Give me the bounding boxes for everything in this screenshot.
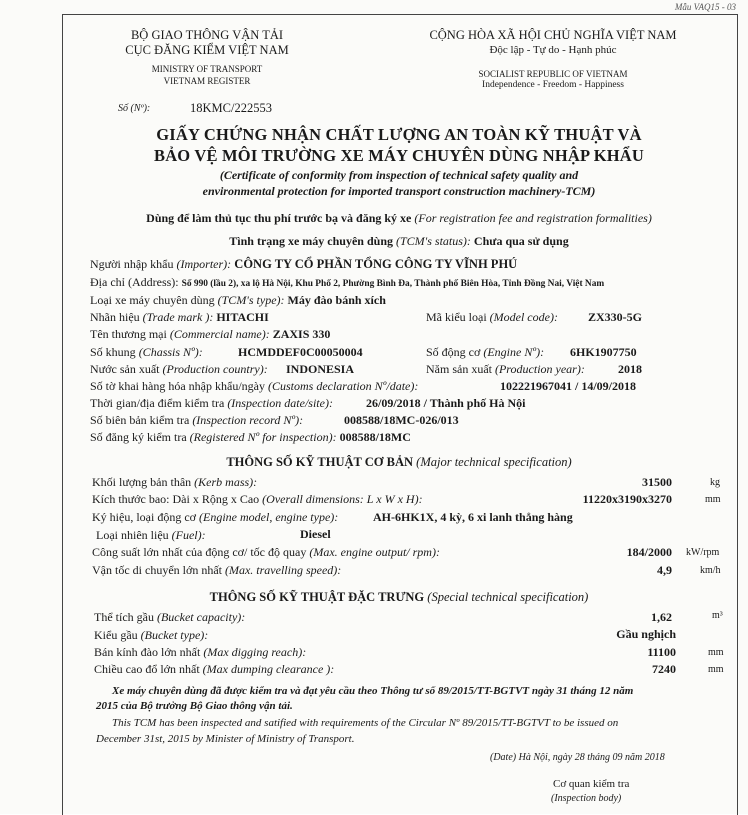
speed-label-en: (Max. travelling speed): bbox=[224, 563, 342, 577]
trade-mark-label: Nhãn hiệu bbox=[90, 310, 143, 324]
special-spec-heading bbox=[62, 590, 736, 605]
commercial-name-row bbox=[90, 327, 330, 342]
status-value: Chưa qua sử dụng bbox=[470, 234, 569, 248]
engine-no-row bbox=[426, 345, 544, 360]
fuel-row bbox=[96, 528, 206, 543]
digging-label-en: (Max digging reach): bbox=[203, 645, 307, 659]
engine-no-label-en: (Engine Nº): bbox=[483, 345, 545, 359]
digging-value: 11100 bbox=[647, 645, 676, 659]
inspection-record-label-en: (Inspection record Nº): bbox=[192, 413, 304, 427]
registered-label-en: (Registered Nº for inspection): bbox=[189, 430, 337, 444]
type-row bbox=[90, 293, 386, 308]
title-en-1: (Certificate of conformity from inspection of technical safety quality and bbox=[219, 168, 579, 182]
bucket-type-label-en: (Bucket type): bbox=[140, 628, 209, 642]
year-value: 2018 bbox=[618, 362, 642, 376]
engine-model-row bbox=[92, 510, 338, 525]
output-row bbox=[92, 545, 440, 560]
year-row bbox=[426, 362, 585, 377]
digging-unit: mm bbox=[708, 647, 724, 658]
number-label: Số (Nº): bbox=[118, 103, 151, 114]
dumping-unit: mm bbox=[708, 664, 724, 675]
commercial-name-label: Tên thương mại bbox=[90, 327, 170, 341]
purpose-line bbox=[62, 211, 736, 226]
title-line-1: GIẤY CHỨNG NHẬN CHẤT LƯỢNG AN TOÀN KỸ THUẬT VÀ bbox=[156, 125, 642, 144]
year-label: Năm sản xuất bbox=[426, 362, 495, 376]
dumping-value: 7240 bbox=[652, 662, 676, 676]
status-line bbox=[62, 234, 736, 249]
trade-mark-value: HITACHI bbox=[213, 310, 269, 324]
purpose-vi: Dùng để làm thủ tục thu phí trước bạ và đăng ký xe bbox=[146, 211, 415, 225]
digging-row bbox=[94, 645, 306, 660]
type-label-en: (TCM's type): bbox=[217, 293, 285, 307]
date-line: (Date) Hà Nội, ngày 28 tháng 09 năm 2018 bbox=[490, 752, 665, 763]
country-row bbox=[90, 362, 268, 377]
importer-label: Người nhập khẩu bbox=[90, 257, 177, 271]
commercial-name-label-en: (Commercial name): bbox=[169, 327, 270, 341]
bucket-type-row bbox=[94, 628, 208, 643]
engine-no-label: Số động cơ bbox=[426, 345, 484, 359]
republic-en: SOCIALIST REPUBLIC OF VIETNAM bbox=[478, 69, 628, 79]
fuel-value: Diesel bbox=[300, 527, 331, 541]
kerb-label-row bbox=[92, 475, 257, 490]
engine-model-label-en: (Engine model, engine type): bbox=[199, 510, 339, 524]
year-label-en: (Production year): bbox=[494, 362, 585, 376]
bucket-capacity-row bbox=[94, 610, 245, 625]
output-unit: kW/rpm bbox=[686, 547, 720, 558]
trade-mark-row bbox=[90, 310, 269, 325]
kerb-unit: kg bbox=[710, 477, 720, 488]
dimensions-label: Kích thước bao: Dài x Rộng x Cao bbox=[92, 492, 263, 506]
customs-row bbox=[90, 379, 418, 394]
customs-value: 102221967041 / 14/09/2018 bbox=[500, 379, 637, 393]
model-code-row bbox=[426, 310, 558, 325]
kerb-value: 31500 bbox=[642, 475, 672, 489]
chassis-value: HCMDDEF0C00050004 bbox=[238, 345, 363, 359]
inspection-date-value: 26/09/2018 / Thành phố Hà Nội bbox=[366, 396, 526, 410]
chassis-label: Số khung bbox=[90, 345, 139, 359]
statement-vi-1: Xe máy chuyên dùng đã được kiểm tra và đạt yêu cầu theo Thông tư số 89/2015/TT-BGTVT ngày 31 tháng 12 năm bbox=[112, 685, 634, 697]
dumping-row bbox=[94, 662, 334, 677]
model-code-label: Mã kiểu loại bbox=[426, 310, 490, 324]
chassis-label-en: (Chassis Nº): bbox=[138, 345, 203, 359]
importer-row bbox=[90, 257, 517, 272]
signature-title-en: (Inspection body) bbox=[551, 793, 622, 804]
model-code-value: ZX330-5G bbox=[588, 310, 642, 324]
number-value: 18KMC/222553 bbox=[190, 101, 272, 115]
ministry-en: MINISTRY OF TRANSPORT bbox=[151, 64, 263, 74]
register-en: VIETNAM REGISTER bbox=[163, 76, 251, 86]
model-code-label-en: (Model code): bbox=[489, 310, 558, 324]
bucket-capacity-value: 1,62 bbox=[651, 610, 672, 624]
major-spec-title-en: (Major technical specification) bbox=[416, 455, 572, 469]
country-value: INDONESIA bbox=[286, 362, 355, 376]
speed-unit: km/h bbox=[700, 565, 721, 576]
importer-label-en: (Importer): bbox=[176, 257, 232, 271]
statement-en-2: December 31st, 2015 by Minister of Ministry of Transport. bbox=[96, 733, 355, 745]
dumping-label: Chiều cao đổ lớn nhất bbox=[94, 662, 203, 676]
engine-model-label: Ký hiệu, loại động cơ bbox=[92, 510, 199, 524]
inspection-record-value: 008588/18MC-026/013 bbox=[344, 413, 459, 427]
registered-row bbox=[90, 430, 411, 445]
statement-en-1: This TCM has been inspected and satified with requirements of the Circular Nº 89/2015/TT-BGTVT to be issued on bbox=[112, 717, 619, 729]
major-spec-heading bbox=[62, 455, 736, 470]
bucket-type-value: Gầu nghịch bbox=[616, 627, 676, 641]
output-value: 184/2000 bbox=[626, 545, 672, 559]
country-label-en: (Production country): bbox=[162, 362, 268, 376]
status-en: (TCM's status): bbox=[396, 234, 471, 248]
inspection-record-row bbox=[90, 413, 303, 428]
type-label: Loại xe máy chuyên dùng bbox=[90, 293, 218, 307]
statement-vi-2: 2015 của Bộ trưởng Bộ Giao thông vận tải. bbox=[96, 700, 293, 712]
special-spec-title-en: (Special technical specification) bbox=[427, 590, 589, 604]
dimensions-label-row bbox=[92, 492, 423, 507]
kerb-label: Khối lượng bản thân bbox=[92, 475, 195, 489]
major-spec-title-vi: THÔNG SỐ KỸ THUẬT CƠ BẢN bbox=[226, 455, 417, 469]
dimensions-unit: mm bbox=[705, 494, 721, 505]
engine-model-value: AH-6HK1X, 4 kỳ, 6 xi lanh thẳng hàng bbox=[373, 510, 573, 524]
dumping-label-en: (Max dumping clearance ): bbox=[202, 662, 335, 676]
output-label-en: (Max. engine output/ rpm): bbox=[309, 545, 440, 559]
importer-value: CÔNG TY CỔ PHẦN TỔNG CÔNG TY VĨNH PHÚ bbox=[231, 257, 518, 271]
trade-mark-label-en: (Trade mark ): bbox=[142, 310, 214, 324]
country-label: Nước sản xuất bbox=[90, 362, 163, 376]
bucket-capacity-unit: m³ bbox=[712, 610, 723, 621]
customs-label: Số tờ khai hàng hóa nhập khẩu/ngày bbox=[90, 379, 268, 393]
dimensions-label-en: (Overall dimensions: L x W x H): bbox=[262, 492, 423, 506]
address-label: Địa chỉ (Address): bbox=[90, 275, 182, 289]
republic-vi: CỘNG HÒA XÃ HỘI CHỦ NGHĨA VIỆT NAM bbox=[429, 28, 677, 42]
dimensions-value: 11220x3190x3270 bbox=[582, 492, 672, 506]
status-vi: Tình trạng xe máy chuyên dùng bbox=[229, 234, 396, 248]
purpose-en: (For registration fee and registration formalities) bbox=[414, 211, 652, 225]
speed-value: 4,9 bbox=[657, 563, 672, 577]
special-spec-title-vi: THÔNG SỐ KỸ THUẬT ĐẶC TRƯNG bbox=[209, 590, 428, 604]
address-value: Số 990 (lầu 2), xa lộ Hà Nội, Khu Phố 2, Phường Bình Đa, Thành phố Biên Hòa, Tỉnh Đồng Nai, Việt Nam bbox=[181, 279, 605, 289]
inspection-record-label: Số biên bản kiểm tra bbox=[90, 413, 193, 427]
engine-no-value: 6HK1907750 bbox=[570, 345, 637, 359]
ministry-vi: BỘ GIAO THÔNG VẬN TẢI bbox=[130, 28, 284, 42]
bucket-capacity-label-en: (Bucket capacity): bbox=[156, 610, 246, 624]
speed-row bbox=[92, 563, 341, 578]
registered-label: Số đăng ký kiểm tra bbox=[90, 430, 190, 444]
type-value: Máy đào bánh xích bbox=[284, 293, 386, 307]
registered-value: 008588/18MC bbox=[336, 430, 411, 444]
digging-label: Bán kính đào lớn nhất bbox=[94, 645, 204, 659]
speed-label: Vận tốc di chuyển lớn nhất bbox=[92, 563, 225, 577]
bucket-type-label: Kiểu gầu bbox=[94, 628, 141, 642]
output-label: Công suất lớn nhất của động cơ/ tốc độ quay bbox=[92, 545, 310, 559]
kerb-label-en: (Kerb mass): bbox=[194, 475, 258, 489]
title-line-2: BẢO VỆ MÔI TRƯỜNG XE MÁY CHUYÊN DÙNG NHẬP KHẨU bbox=[153, 146, 644, 165]
bucket-capacity-label: Thể tích gầu bbox=[94, 610, 157, 624]
title-en-2: environmental protection for imported transport construction machinery-TCM) bbox=[202, 184, 596, 198]
motto-vi: Độc lập - Tự do - Hạnh phúc bbox=[489, 44, 617, 56]
form-code: Mẫu VAQ15 - 03 bbox=[674, 2, 736, 12]
fuel-label-en: (Fuel): bbox=[171, 528, 206, 542]
customs-label-en: (Customs declaration Nº/date): bbox=[267, 379, 419, 393]
signature-title: Cơ quan kiểm tra bbox=[553, 778, 630, 790]
register-vi: CỤC ĐĂNG KIỂM VIỆT NAM bbox=[125, 43, 289, 57]
inspection-date-label: Thời gian/địa điểm kiểm tra bbox=[90, 396, 228, 410]
address-row bbox=[90, 275, 604, 290]
inspection-date-label-en: (Inspection date/site): bbox=[227, 396, 333, 410]
fuel-label: Loại nhiên liệu bbox=[96, 528, 172, 542]
inspection-date-row bbox=[90, 396, 333, 411]
commercial-name-value: ZAXIS 330 bbox=[269, 327, 331, 341]
motto-en: Independence - Freedom - Happiness bbox=[482, 80, 624, 90]
chassis-row bbox=[90, 345, 203, 360]
